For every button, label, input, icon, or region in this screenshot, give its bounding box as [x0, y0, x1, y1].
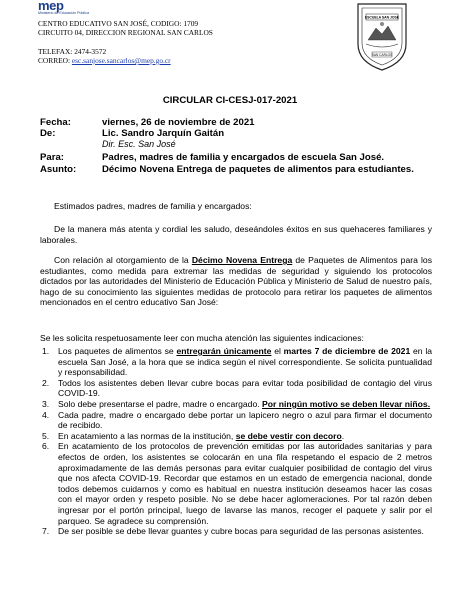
- logo-wordmark: mep: [38, 0, 64, 13]
- date-value: viernes, 26 de noviembre de 2021: [102, 117, 255, 128]
- instructions-intro: Se les solicita respetuosamente leer con mucha atención las siguientes indicaciones:: [40, 333, 364, 343]
- from-title: Dir. Esc. San José: [102, 139, 176, 149]
- letterhead-circuit: CIRCUITO 04, DIRECCION REGIONAL SAN CARLOS: [38, 28, 213, 38]
- subject-label: Asunto:: [40, 164, 77, 175]
- list-item: 7. De ser posible se debe llevar guantes y cubre bocas para seguridad de las personas asistentes.: [42, 526, 424, 537]
- circular-title: CIRCULAR CI-CESJ-017-2021: [162, 95, 298, 106]
- p2-text-a: Con relación al otorgamiento de la: [54, 255, 192, 265]
- list-item: 3. Solo debe presentarse el padre, madre o encargado. Por ningún motivo se deben llevar niños.: [42, 398, 431, 409]
- list-item: 4. Cada padre, madre o encargado debe portar un lapicero negro o azul para firmar el documento de recibido.: [42, 409, 432, 431]
- p2-delivery-name: Décimo Novena Entrega: [191, 255, 293, 265]
- subject-value: Décimo Novena Entrega de paquetes de alimentos para estudiantes.: [102, 164, 414, 175]
- paragraph-2: [40, 255, 432, 308]
- letterhead-school: CENTRO EDUCATIVO SAN JOSÉ, CODIGO: 1709: [38, 19, 199, 28]
- seal-top-text: ESCUELA SAN JOSÉ: [364, 15, 400, 20]
- list-item: 6. En acatamiento de los protocolos de prevención emitidas por las autoridades sanitarias y para efectos de orden, los asistentes se colocarán en una fila respetando el espacio de 2 metros aproximadamente de las demás personas para evitar cualquier posibilidad de contagio del virus que nos afecta COVID-19. Recordar que estamos en un estado de emergencia nacional, donde todos debemos cuidarnos y como es habitual en nuestra institución deseamos hacer las cosas con el mayor orden y respeto posible. No se debe hacer aglomeraciones. Por tal razón deben ingresar por el portón principal, luego de lavarse las manos, recoger el paquete y salir por el parqueo. Se agradece su comprensión.: [42, 441, 432, 526]
- letterhead-phone: TELEFAX: 2474-3572: [38, 46, 107, 56]
- greeting: Estimados padres, madres de familia y encargados:: [54, 201, 252, 211]
- to-value: Padres, madres de familia y encargados de escuela San José.: [102, 152, 385, 163]
- logo-subtitle: Ministerio de Educación Pública: [38, 11, 89, 15]
- mep-logo: [38, 0, 118, 18]
- paragraph-1: De la manera más atenta y cordial les saludo, deseándoles éxitos en sus quehaceres familiares y laborales.: [40, 224, 432, 245]
- list-item: 2. Todos los asistentes deben llevar cubre bocas para evitar toda posibilidad de contagio del virus COVID-19.: [42, 377, 432, 399]
- letterhead-email-row: [38, 56, 213, 65]
- email-label: CORREO:: [38, 55, 72, 65]
- instructions-list: [40, 346, 432, 537]
- to-label: Para:: [40, 152, 64, 163]
- list-item: 5. En acatamiento a las normas de la institución, se debe vestir con decoro.: [42, 430, 345, 441]
- letterhead: [38, 19, 213, 65]
- list-item: 1. Los paquetes de alimentos se entregarán únicamente el martes 7 de diciembre de 2021 en la escuela San José, a la hora que se indica según el nivel correspondiente. Se solicita puntualidad y responsabilidad.: [42, 346, 433, 378]
- school-seal: [352, 0, 412, 72]
- from-label: De:: [40, 128, 56, 139]
- from-value: Lic. Sandro Jarquín Gaitán: [102, 128, 225, 139]
- p2-text-c: de Paquetes de Alimentos para los estudiantes, como medida para extremar las medidas de seguridad y siguiendo los protocolos dictados por las autoridades del Ministerio de Educación Pública y Ministerio de Salud de nuestro país, hago de su conocimiento las siguientes medidas de protocolo para retirar los paquetes de alimentos mencionados en el centro educativo San José:: [40, 255, 432, 308]
- date-label: Fecha:: [40, 117, 71, 128]
- email-link[interactable]: esc.sanjose.sancarlos@mep.go.cr: [71, 55, 171, 65]
- seal-bottom-text: SAN CARLOS: [371, 53, 393, 57]
